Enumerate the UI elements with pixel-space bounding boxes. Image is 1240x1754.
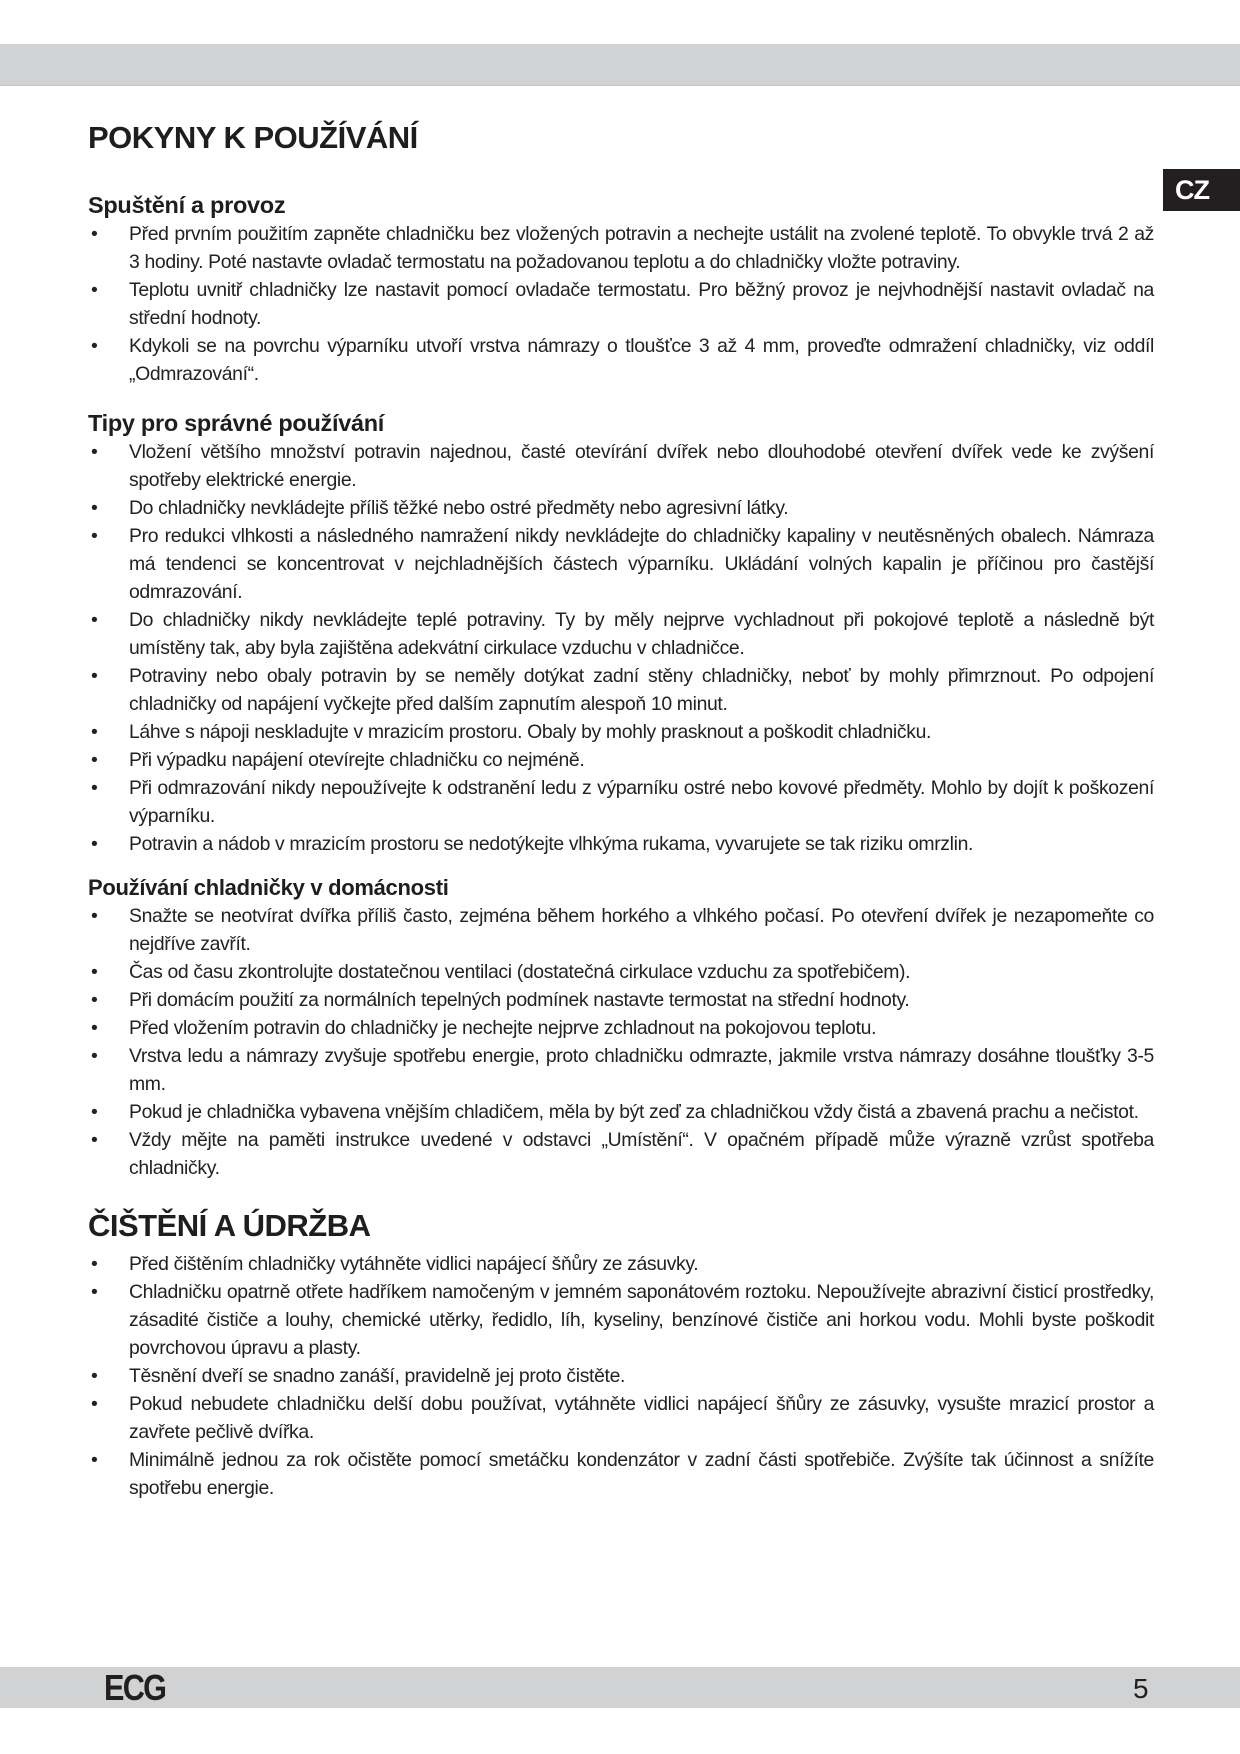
list-item-text: Minimálně jednou za rok očistěte pomocí smetáčku kondenzátor v zadní části spotřebiče. Zvýšíte tak účinnost a snížíte spotřebu energie. [129, 1449, 1154, 1499]
list-item-text: Teplotu uvnitř chladničky lze nastavit pomocí ovladače termostatu. Pro běžný provoz je nejvhodnější nastavit ovladač na střední hodnoty. [129, 279, 1154, 329]
list-item [88, 220, 1154, 276]
list-item-text: Při domácím použití za normálních tepelných podmínek nastavte termostat na střední hodnoty. [129, 989, 910, 1011]
list-item-text: Potraviny nebo obaly potravin by se neměly dotýkat zadní stěny chladničky, neboť by mohly přimrznout. Po odpojení chladničky od napájení vyčkejte před dalším zapnutím alespoň 10 minut. [129, 665, 1154, 715]
list-item-text: Pokud je chladnička vybavena vnějším chladičem, měla by být zeď za chladničkou vždy čistá a zbavená prachu a nečistot. [129, 1101, 1139, 1123]
list-item [88, 718, 1154, 746]
list-item [88, 1126, 1154, 1182]
bullet-icon: • [91, 223, 98, 245]
list-item [88, 1014, 1154, 1042]
list-item [88, 522, 1154, 606]
ecg-logo: ECG [104, 1667, 166, 1708]
bullet-icon: • [91, 1449, 98, 1471]
bullet-icon: • [91, 1281, 98, 1303]
list-item-text: Vložení většího množství potravin najednou, časté otevírání dvířek nebo dlouhodobé otevření dvířek vede ke zvýšení spotřeby elektrické energie. [129, 441, 1154, 491]
list-item [88, 1250, 1154, 1278]
list-item [88, 276, 1154, 332]
list-item [88, 1278, 1154, 1362]
bullet-icon: • [91, 279, 98, 301]
bullet-icon: • [91, 1253, 98, 1275]
list-item-text: Pokud nebudete chladničku delší dobu používat, vytáhněte vidlici napájecí šňůry ze zásuvky, vysušte mrazicí prostor a zavřete pečlivě dvířka. [129, 1393, 1154, 1443]
household-list [88, 902, 1154, 1182]
list-item [88, 438, 1154, 494]
section-title-cleaning: ČIŠTĚNÍ A ÚDRŽBA [88, 1208, 371, 1243]
list-item [88, 1098, 1154, 1126]
bullet-icon: • [91, 961, 98, 983]
section-title-usage: POKYNY K POUŽÍVÁNÍ [88, 120, 418, 155]
list-item [88, 986, 1154, 1014]
bullet-icon: • [91, 1129, 98, 1151]
bullet-icon: • [91, 833, 98, 855]
list-item [88, 1362, 1154, 1390]
list-item-text: Pro redukci vlhkosti a následného namražení nikdy nevkládejte do chladničky kapaliny v neutěsněných obalech. Námraza má tendenci se koncentrovat v nejchladnějších částech výparníku. Ukládání volných kapalin je příčinou pro častější odmrazování. [129, 525, 1154, 603]
list-item-text: Potravin a nádob v mrazicím prostoru se nedotýkejte vlhkýma rukama, vyvarujete se tak riziku omrzlin. [129, 833, 974, 855]
list-item [88, 606, 1154, 662]
list-item [88, 1446, 1154, 1502]
bullet-icon: • [91, 777, 98, 799]
footer-bar [0, 1667, 1240, 1708]
subsection-title-household: Používání chladničky v domácnosti [88, 875, 449, 900]
bullet-icon: • [91, 665, 98, 687]
bullet-icon: • [91, 609, 98, 631]
bullet-icon: • [91, 525, 98, 547]
list-item-text: Před čištěním chladničky vytáhněte vidlici napájecí šňůry ze zásuvky. [129, 1253, 699, 1275]
page-number: 5 [1133, 1673, 1149, 1704]
list-item-text: Při výpadku napájení otevírejte chladničku co nejméně. [129, 749, 585, 771]
list-item [88, 332, 1154, 388]
list-item [88, 746, 1154, 774]
bullet-icon: • [91, 749, 98, 771]
bullet-icon: • [91, 905, 98, 927]
subsection-title-startup: Spuštění a provoz [88, 192, 286, 218]
bullet-icon: • [91, 335, 98, 357]
tips-list [88, 438, 1154, 858]
list-item-text: Kdykoli se na povrchu výparníku utvoří vrstva námrazy o tloušťce 3 až 4 mm, proveďte odmražení chladničky, viz oddíl „Odmrazování“. [129, 335, 1154, 385]
bullet-icon: • [91, 1365, 98, 1387]
list-item [88, 662, 1154, 718]
cleaning-list [88, 1250, 1154, 1502]
bullet-icon: • [91, 989, 98, 1011]
bullet-icon: • [91, 1017, 98, 1039]
list-item-text: Chladničku opatrně otřete hadříkem namočeným v jemném saponátovém roztoku. Nepoužívejte abrazivní čisticí prostředky, zásadité čističe a louhy, chemické utěrky, ředidlo, líh, kyseliny, benzínové čističe ani horkou vodu. Mohli byste poškodit povrchovou úpravu a plasty. [129, 1281, 1154, 1359]
list-item-text: Láhve s nápoji neskladujte v mrazicím prostoru. Obaly by mohly prasknout a poškodit chladničku. [129, 721, 932, 743]
list-item [88, 1390, 1154, 1446]
list-item [88, 902, 1154, 958]
page-content [88, 118, 1154, 1502]
list-item-text: Vrstva ledu a námrazy zvyšuje spotřebu energie, proto chladničku odmrazte, jakmile vrstva námrazy dosáhne tloušťky 3-5 mm. [129, 1045, 1154, 1095]
startup-list [88, 220, 1154, 388]
list-item-text: Při odmrazování nikdy nepoužívejte k odstranění ledu z výparníku ostré nebo kovové předměty. Mohlo by dojít k poškození výparníku. [129, 777, 1154, 827]
list-item-text: Do chladničky nevkládejte příliš těžké nebo ostré předměty nebo agresivní látky. [129, 497, 789, 519]
list-item-text: Těsnění dveří se snadno zanáší, pravidelně jej proto čistěte. [129, 1365, 626, 1387]
bullet-icon: • [91, 721, 98, 743]
list-item-text: Čas od času zkontrolujte dostatečnou ventilaci (dostatečná cirkulace vzduchu za spotřebičem). [129, 961, 911, 983]
list-item [88, 494, 1154, 522]
list-item-text: Do chladničky nikdy nevkládejte teplé potraviny. Ty by měly nejprve vychladnout při pokojové teplotě a následně být umístěny tak, aby byla zajištěna adekvátní cirkulace vzduchu v chladničce. [129, 609, 1154, 659]
bullet-icon: • [91, 1045, 98, 1067]
bullet-icon: • [91, 497, 98, 519]
subsection-title-tips: Tipy pro správné používání [88, 410, 385, 436]
header-bar [0, 44, 1240, 86]
list-item-text: Snažte se neotvírat dvířka příliš často, zejména během horkého a vlhkého počasí. Po otevření dvířek je nezapomeňte co nejdříve zavřít. [129, 905, 1154, 955]
bullet-icon: • [91, 441, 98, 463]
list-item-text: Před vložením potravin do chladničky je nechejte nejprve zchladnout na pokojovou teplotu. [129, 1017, 877, 1039]
list-item-text: Vždy mějte na paměti instrukce uvedené v odstavci „Umístění“. V opačném případě může výrazně vzrůst spotřeba chladničky. [129, 1129, 1154, 1179]
language-tab: CZ [1163, 169, 1240, 211]
list-item [88, 958, 1154, 986]
bullet-icon: • [91, 1393, 98, 1415]
list-item-text: Před prvním použitím zapněte chladničku bez vložených potravin a nechejte ustálit na zvolené teplotě. To obvykle trvá 2 až 3 hodiny. Poté nastavte ovladač termostatu na požadovanou teplotu a do chladničky vložte potraviny. [129, 223, 1154, 273]
list-item [88, 1042, 1154, 1098]
list-item [88, 830, 1154, 858]
bullet-icon: • [91, 1101, 98, 1123]
list-item [88, 774, 1154, 830]
